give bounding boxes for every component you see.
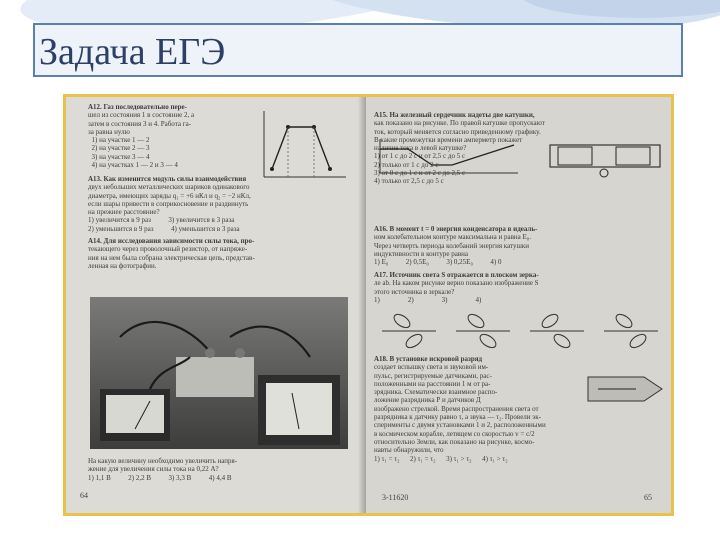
- text-line: 4) только от 2,5 с до 5 с: [374, 177, 444, 186]
- text-line: наличие тока в левой катушке?: [374, 144, 467, 153]
- text-line: шел из состояния 1 в состояние 2, а: [88, 111, 195, 120]
- task-a13-text: [88, 175, 251, 233]
- text-line: А12. Газ последовательно пере-: [88, 103, 187, 111]
- text-line: ле ab. На каком рисунке верно показано изображение S: [374, 279, 539, 288]
- text-line: индуктивности в контуре равна: [374, 249, 468, 258]
- text-line: если шары привести в соприкосновение и раздвинуть: [88, 199, 249, 208]
- text-line: зрядника. Схематически взаимное распо-: [374, 388, 498, 397]
- task-a17-text: [374, 271, 539, 304]
- text-line: на прежнее расстояние?: [88, 208, 160, 217]
- spaceship-figure: [584, 369, 666, 409]
- slide-title: Задача ЕГЭ: [39, 31, 226, 73]
- page-number-right: 65: [644, 493, 652, 502]
- text-line: сперименты с двумя установками 1 и 2, расположенными: [374, 421, 546, 430]
- text-line: 1) 2) 3) 4): [374, 295, 482, 304]
- text-line: 1) от 1 с до 2 с и от 2,5 с до 5 с: [374, 152, 466, 161]
- process-line: [272, 127, 330, 169]
- text-line: 1) τ₁ = τ₂ 2) τ₁ = τ₂ 3) τ₁ > τ₂ 4) τ₁ > τ₂: [374, 454, 508, 463]
- text-line: 2) только от 1 с до 2 с: [374, 160, 439, 169]
- text-line: затем в состояния 3 и 4. Работа га-: [88, 119, 192, 128]
- text-line: ленная на фотографии.: [88, 261, 157, 270]
- page-number-left: 64: [80, 491, 88, 500]
- textbook-photo: [63, 94, 674, 516]
- text-line: А18. В установке искровой разряд: [374, 355, 483, 363]
- text-line: ложение разрядника Р и датчиков Д: [374, 396, 481, 405]
- current-graph-figure: [372, 137, 522, 181]
- coils-figure: [546, 141, 664, 179]
- slide-title-box: [33, 23, 683, 77]
- text-line: создает вспышку света и звуковой им-: [374, 363, 489, 372]
- mirror-option: [604, 312, 658, 351]
- text-line: В какие промежутки времени амперметр покажет: [374, 135, 523, 144]
- text-line: этого источника в зеркале?: [374, 287, 455, 296]
- left-page: [66, 97, 366, 513]
- meter-left-face: [106, 395, 164, 433]
- mirror-option: [382, 312, 436, 351]
- text-line: пульс, регистрируемые датчиками, рас-: [374, 371, 492, 380]
- signature-mark: 3-11620: [382, 493, 409, 502]
- text-line: А16. В момент t = 0 энергия конденсатора в идеаль-: [374, 225, 538, 233]
- text-line: двух небольших металлических шариков одинакового: [88, 183, 250, 192]
- text-line: 3) от 0 с до 1 с и от 2 с до 2,5 с: [374, 169, 466, 178]
- text-line: 1) увеличится в 9 раз 3) увеличится в 3 раза: [88, 216, 235, 225]
- terminal: [235, 348, 245, 358]
- text-line: как показано на рисунке. По правой катушке пропускают: [374, 119, 545, 128]
- resistor-board: [176, 357, 254, 397]
- text-line: 1) E₀ 2) 0,5E₀ 3) 0,25E₀ 4) 0: [374, 258, 502, 267]
- circuit-photo: [90, 297, 348, 449]
- pv-graph-figure: [254, 107, 350, 185]
- text-line: за равна нулю: [88, 127, 130, 136]
- state-point: [270, 167, 274, 171]
- circuit-photo-drawing: [90, 297, 348, 449]
- text-line: жение для увеличения силы тока на 0,22 А?: [88, 465, 219, 474]
- text-line: разрядника к датчику равно τ, а звука — τ₂. Провели эк-: [374, 413, 542, 422]
- ammeter-symbol: [600, 169, 608, 177]
- text-line: ния на нем была собрана электрическая цепь, представ-: [88, 253, 255, 262]
- text-line: 1) на участке 1 — 2: [88, 136, 150, 145]
- text-line: А17. Источник света S отражается в плоском зерка-: [374, 271, 539, 279]
- text-line: ток, который меняется согласно приведенному графику.: [374, 127, 541, 136]
- text-line: 2) уменьшится в 9 раз 4) уменьшится в 3 раза: [88, 224, 240, 233]
- text-line: ном колебательном контуре максимальна и равна E₀.: [374, 233, 531, 242]
- text-line: На какую величину необходимо увеличить напря-: [88, 457, 238, 465]
- text-line: диаметра, имеющих заряды q₁ = +6 нКл и q₂ = −2 нКл,: [88, 191, 251, 200]
- task-a12-text: [88, 103, 194, 169]
- text-line: А14. Для исследования зависимости силы тока, про-: [88, 237, 255, 245]
- terminal: [205, 348, 215, 358]
- mirror-option: [456, 312, 510, 351]
- mirror-option: [530, 312, 584, 351]
- current-line: [380, 145, 514, 165]
- mirror-options-figure: [376, 307, 666, 351]
- right-page: [366, 97, 671, 513]
- text-line: 3) на участке 3 — 4: [88, 152, 150, 161]
- text-line: 4) на участках 1 — 2 и 3 — 4: [88, 161, 178, 170]
- text-line: текающего через проволочный резистор, от напряже-: [88, 245, 248, 254]
- text-line: относительно Земли, как показано на рисунке, космо-: [374, 437, 535, 446]
- task-a14-question: [88, 457, 237, 482]
- task-a16-text: [374, 225, 537, 266]
- text-line: А15. На железный сердечник надеты две катушки,: [374, 111, 535, 119]
- coil-right: [616, 147, 650, 165]
- text-line: Через четверть периода колебаний энергия катушки: [374, 241, 530, 250]
- task-a18-text: [374, 355, 546, 463]
- iron-core: [550, 145, 660, 167]
- state-point: [328, 167, 332, 171]
- text-line: А13. Как изменится модуль силы взаимодействия: [88, 175, 247, 183]
- text-line: навты обнаружили, что: [374, 446, 444, 455]
- task-a14-text: [88, 237, 255, 270]
- coil-left: [558, 147, 592, 165]
- text-line: положенными на расстоянии 1 м от ра-: [374, 379, 491, 388]
- text-line: 1) 1,1 В 2) 2,2 В 3) 3,3 В 4) 4,4 В: [88, 473, 232, 482]
- text-line: 2) на участке 2 — 3: [88, 144, 150, 153]
- text-line: в космическом корабле, летящем со скоростью v = c/2: [374, 429, 535, 438]
- text-line: изображено стрелкой. Время распространения света от: [374, 404, 539, 413]
